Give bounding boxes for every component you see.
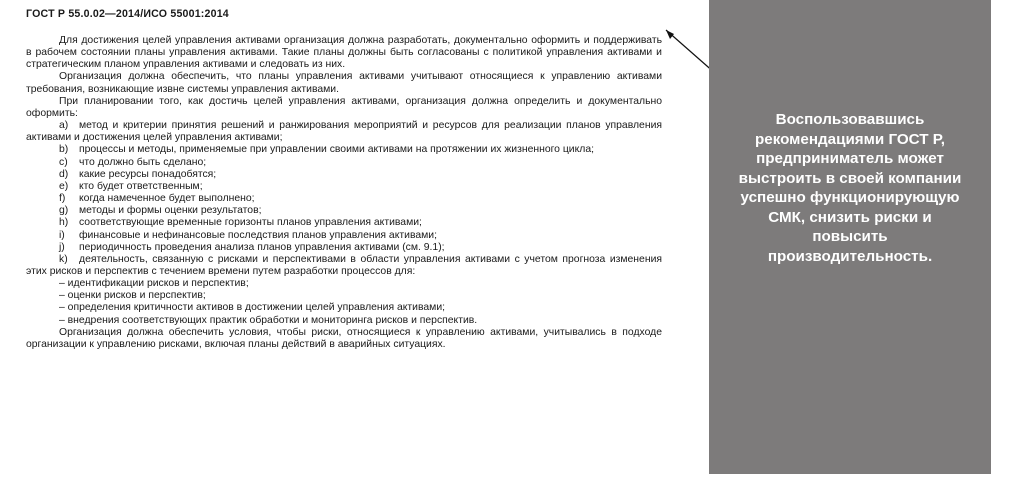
list-item-text: когда намеченное будет выполнено; <box>79 193 255 205</box>
list-marker: f) <box>59 193 66 205</box>
document-scan <box>26 8 662 351</box>
callout-text: Воспользовавшись рекомендациями ГОСТ Р, предприниматель может выстроить в своей компании успешно функционирующую СМК, снизить риски и повысить производительность. <box>738 111 962 265</box>
list-item-d <box>26 169 662 181</box>
list-item-text: деятельность, связанную с рисками и перспективами в области управления активами с учетом прогноза изменения этих рисков и перспектив с течением времени путем разработки процессов для: <box>26 253 662 277</box>
list-item-j <box>26 242 662 254</box>
list-item-i <box>26 230 662 242</box>
list-item-g <box>26 205 662 217</box>
list-marker: h) <box>59 217 69 229</box>
list-item-text: периодичность проведения анализа планов управления активами (см. 9.1); <box>79 241 445 253</box>
list-item-text: какие ресурсы понадобятся; <box>79 168 217 180</box>
list-item-text: финансовые и нефинансовые последствия планов управления активами; <box>79 229 437 241</box>
closing-paragraph: Организация должна обеспечить условия, чтобы риски, относящиеся к управлению активами, учитывались в подходе организации к управлению рисками, включая планы действий в аварийных ситуациях. <box>26 326 662 350</box>
dash-item: – определения критичности активов в достижении целей управления активами; <box>59 302 446 314</box>
list-item-text: метод и критерии принятия решений и ранжирования мероприятий и ресурсов для реализации планов управления активами и достижения целей управления активами; <box>26 120 662 144</box>
list-marker: d) <box>59 168 69 180</box>
list-item-text: процессы и методы, применяемые при управлении своими активами на протяжении их жизненного цикла; <box>79 144 594 156</box>
list-item-text: соответствующие временные горизонты планов управления активами; <box>79 217 422 229</box>
list-marker: c) <box>59 156 68 168</box>
list-item-h <box>26 217 662 229</box>
document-paragraph: При планировании того, как достичь целей управления активами, организация должна определить и документально оформить: <box>26 95 662 119</box>
document-title: ГОСТ Р 55.0.02—2014/ИСО 55001:2014 <box>26 8 229 20</box>
list-item-a <box>26 120 662 144</box>
document-paragraph: Организация должна обеспечить, что планы управления активами учитывают относящиеся к управлению активами требования, возникающие извне системы управления активами. <box>26 71 662 95</box>
dash-item: – внедрения соответствующих практик обработки и мониторинга рисков и перспектив. <box>59 314 478 326</box>
list-marker: e) <box>59 180 69 192</box>
list-item-c <box>26 157 662 169</box>
list-item-text: методы и формы оценки результатов; <box>79 205 262 217</box>
list-item-f <box>26 193 662 205</box>
list-item-k <box>26 254 662 278</box>
dash-item: – идентификации рисков и перспектив; <box>59 278 249 290</box>
list-marker: g) <box>59 205 69 217</box>
list-marker: i) <box>59 229 65 241</box>
list-item-text: что должно быть сделано; <box>79 156 207 168</box>
document-paragraph: Для достижения целей управления активами организация должна разработать, документально оформить и поддерживать в рабочем состоянии планы управления активами. Такие планы должны быть согласованы с политикой управления активами и стратегическим планом управления активами и следовать из них. <box>26 35 662 71</box>
callout-panel <box>709 0 991 474</box>
list-item-b <box>26 144 662 156</box>
list-marker: k) <box>59 253 68 265</box>
list-item-e <box>26 181 662 193</box>
list-marker: b) <box>59 144 69 156</box>
list-marker: j) <box>59 241 65 253</box>
list-item-text: кто будет ответственным; <box>79 180 203 192</box>
list-marker: a) <box>59 120 69 132</box>
dash-item: – оценки рисков и перспектив; <box>59 290 206 302</box>
